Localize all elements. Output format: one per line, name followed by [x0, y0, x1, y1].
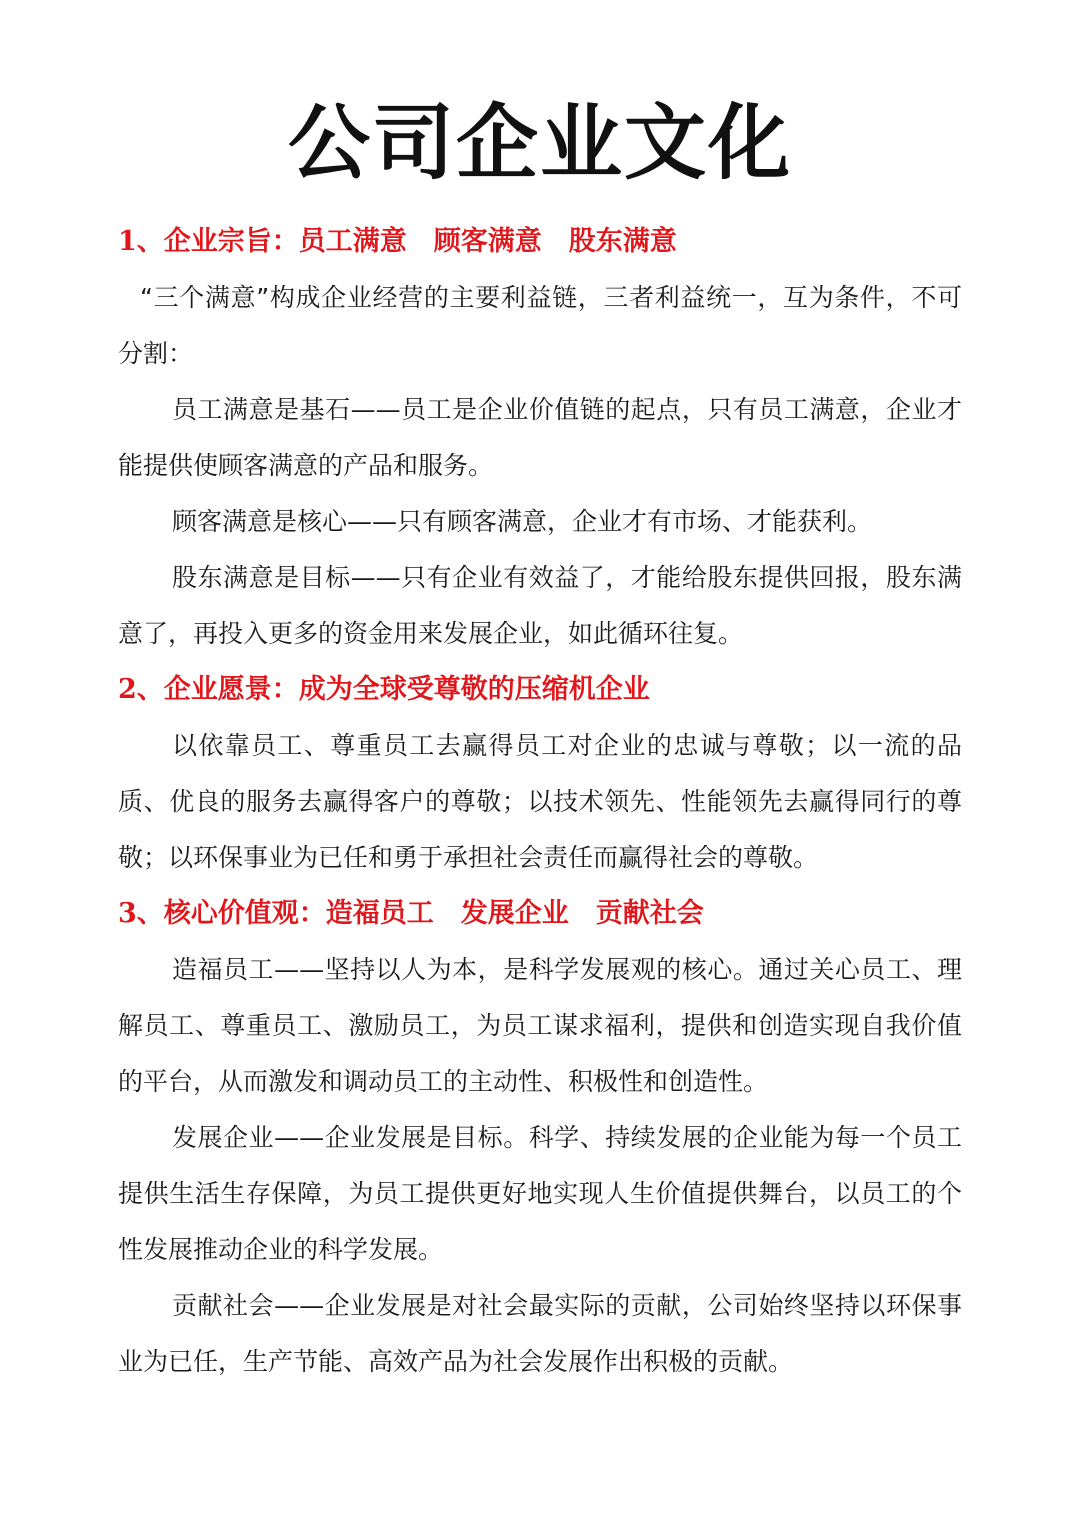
section-heading-text: 、企业宗旨：员工满意 顾客满意 股东满意: [136, 226, 677, 257]
paragraph: 员工满意是基石——员工是企业价值链的起点，只有员工满意，企业才能提供使顾客满意的产品和服务。: [118, 395, 962, 480]
section-number: 2: [118, 674, 137, 705]
section-mission: [118, 214, 962, 662]
section-vision: [118, 662, 962, 886]
paragraph: 发展企业——企业发展是目标。科学、持续发展的企业能为每一个员工提供生活生存保障，为员工提供更好地实现人生价值提供舞台，以员工的个性发展推动企业的科学发展。: [118, 1123, 962, 1264]
paragraph: 以依靠员工、尊重员工去赢得员工对企业的忠诚与尊敬；以一流的品质、优良的服务去赢得客户的尊敬；以技术领先、性能领先去赢得同行的尊敬；以环保事业为已任和勇于承担社会责任而赢得社会的尊敬。: [118, 731, 962, 872]
paragraph: 顾客满意是核心——只有顾客满意，企业才有市场、才能获利。: [172, 507, 873, 536]
paragraph: 贡献社会——企业发展是对社会最实际的贡献，公司始终坚持以环保事业为已任，生产节能、高效产品为社会发展作出积极的贡献。: [118, 1291, 962, 1376]
paragraph: “三个满意”构成企业经营的主要利益链，三者利益统一，互为条件，不可分割：: [118, 283, 962, 368]
section-heading-text: 、企业愿景：成为全球受尊敬的压缩机企业: [136, 674, 650, 705]
section-number: 3: [118, 898, 137, 929]
section-values: [118, 886, 962, 1390]
page-title: 公司企业文化: [287, 96, 792, 191]
paragraph: 造福员工——坚持以人为本，是科学发展观的核心。通过关心员工、理解员工、尊重员工、激励员工，为员工谋求福利，提供和创造实现自我价值的平台，从而激发和调动员工的主动性、积极性和创造性。: [118, 955, 962, 1096]
section-number: 1: [118, 226, 137, 257]
section-heading-vision: [118, 662, 962, 718]
section-heading-mission: [118, 214, 962, 270]
section-heading-values: [118, 886, 962, 942]
paragraph: 股东满意是目标——只有企业有效益了，才能给股东提供回报，股东满意了，再投入更多的资金用来发展企业，如此循环往复。: [118, 563, 962, 648]
title-spacer: [118, 200, 962, 214]
section-heading-text: 、核心价值观：造福员工 发展企业 贡献社会: [136, 898, 704, 929]
